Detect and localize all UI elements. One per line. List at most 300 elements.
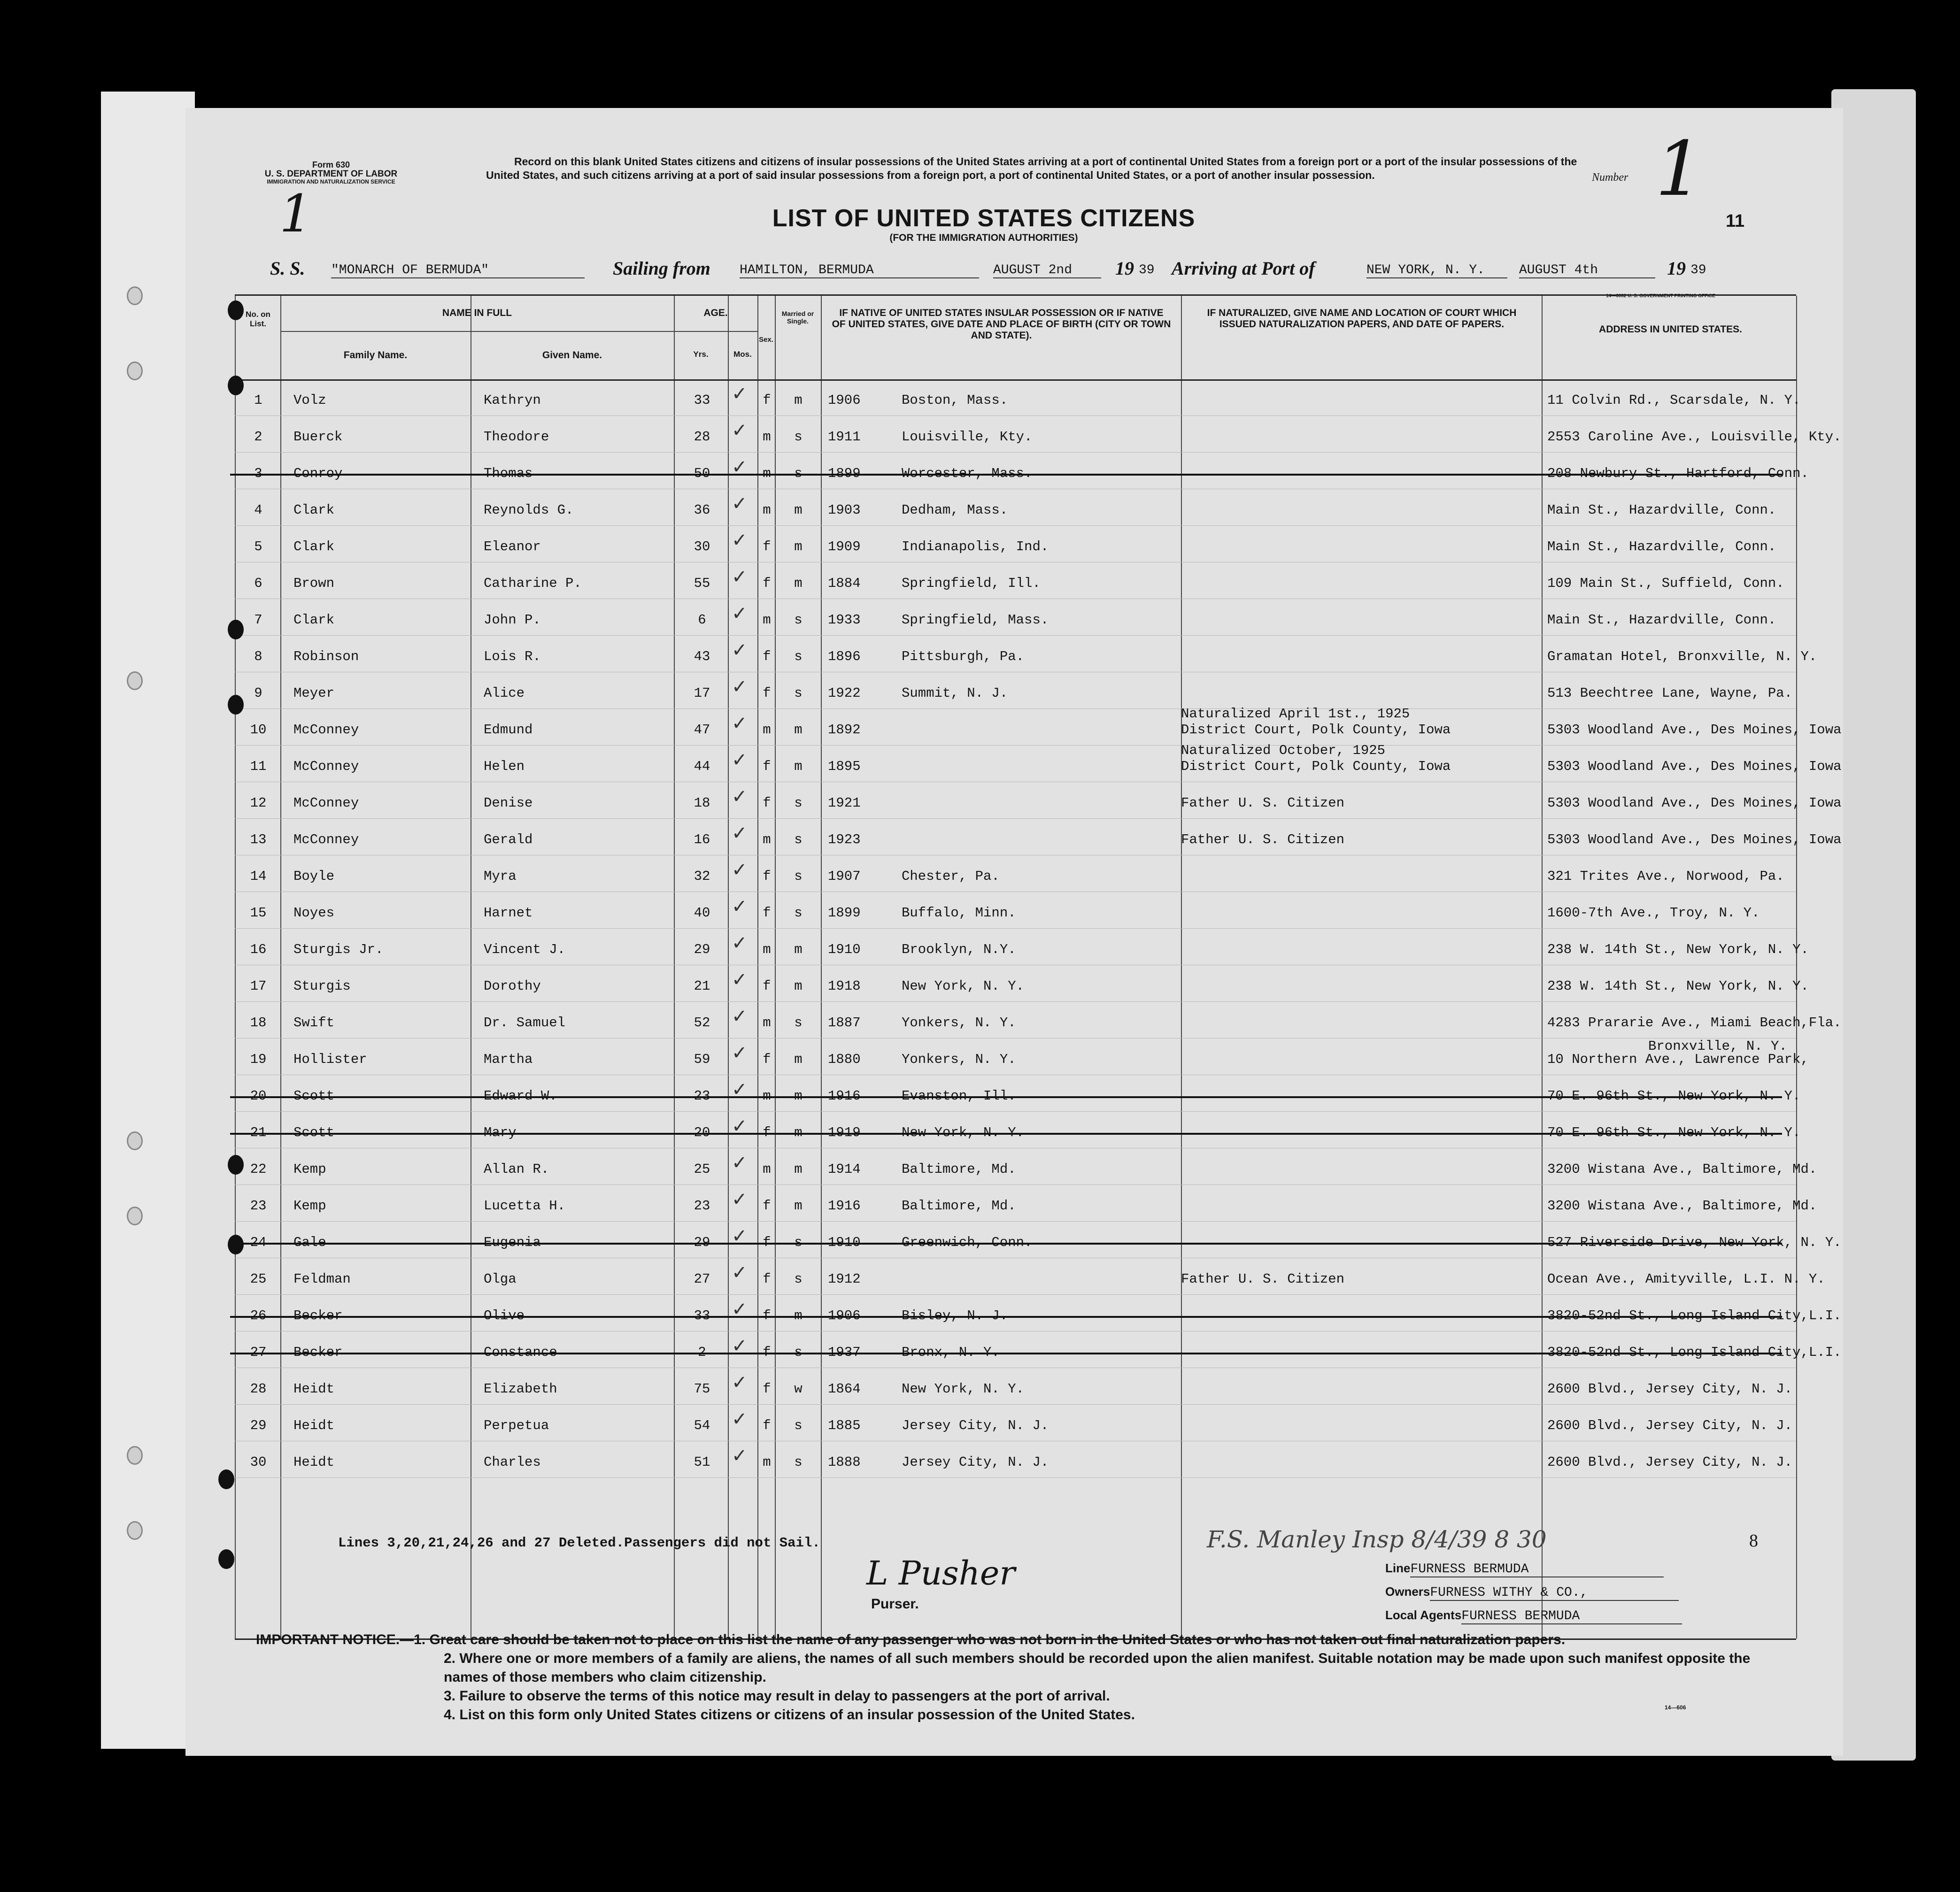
cell-place: Chester, Pa.	[902, 869, 1000, 884]
cell-year: 1919	[828, 1125, 861, 1140]
agents-label: Local Agents	[1385, 1608, 1462, 1622]
cell-no: 6	[254, 576, 262, 591]
underlying-sheet	[1831, 89, 1916, 1761]
cell-sex: f	[763, 1345, 771, 1360]
check-mark-icon: ✓	[732, 896, 748, 917]
cell-no: 15	[250, 905, 267, 921]
cell-sex: f	[763, 685, 771, 701]
cell-addr2: 5303 Woodland Ave., Des Moines, Iowa	[1547, 722, 1842, 738]
cell-ms: s	[794, 1454, 803, 1470]
cell-ms: s	[794, 1015, 803, 1031]
check-mark-icon: ✓	[732, 530, 748, 551]
cell-yrs: 18	[694, 795, 710, 811]
punch-hole	[218, 1549, 234, 1569]
cell-no: 17	[250, 978, 267, 994]
cell-yrs: 55	[694, 576, 710, 591]
line-value: FURNESS BERMUDA	[1410, 1562, 1664, 1577]
cell-no: 16	[250, 942, 267, 957]
cell-addr2: Ocean Ave., Amityville, L.I. N. Y.	[1547, 1271, 1825, 1287]
cell-yrs: 47	[694, 722, 710, 738]
cell-sex: m	[763, 1088, 771, 1104]
binder-hole	[127, 1521, 143, 1540]
form-service: IMMIGRATION AND NATURALIZATION SERVICE	[267, 178, 395, 185]
cell-addr2: 70 E. 96th St., New York, N. Y.	[1547, 1088, 1801, 1104]
cell-no: 13	[250, 832, 267, 847]
check-mark-icon: ✓	[732, 1335, 748, 1357]
cell-place: Bronx, N. Y.	[902, 1345, 1000, 1360]
cell-sex: f	[763, 1052, 771, 1067]
cell-no: 19	[250, 1052, 267, 1067]
notice-4: 4. List on this form only United States citizens or citizens of an insular possession of the United States.	[444, 1707, 1135, 1723]
check-mark-icon: ✓	[732, 420, 748, 441]
cell-sex: f	[763, 1235, 771, 1250]
cell-yrs: 33	[694, 392, 710, 408]
cell-no: 28	[250, 1381, 267, 1397]
cell-ms: s	[794, 1345, 803, 1360]
cell-addr2: 238 W. 14th St., New York, N. Y.	[1547, 978, 1809, 994]
table-row	[235, 672, 1796, 709]
cell-no: 30	[250, 1454, 267, 1470]
cell-given: Edmund	[484, 722, 533, 738]
footer-code: 14—606	[1665, 1704, 1686, 1711]
cell-sex: f	[763, 905, 771, 921]
owners-value: FURNESS WITHY & CO.,	[1430, 1585, 1679, 1601]
cell-sex: f	[763, 1381, 771, 1397]
cell-given: Thomas	[484, 466, 533, 481]
deleted-strike-line	[230, 1243, 1782, 1245]
cell-nat2: Father U. S. Citizen	[1181, 795, 1345, 811]
col-address: ADDRESS IN UNITED STATES.	[1599, 324, 1742, 335]
cell-family: Hollister	[293, 1052, 367, 1067]
deleted-strike-line	[230, 1133, 1782, 1135]
passenger-rows	[235, 379, 1842, 1520]
check-mark-icon: ✓	[732, 1372, 748, 1393]
cell-family: Becker	[293, 1308, 343, 1323]
cell-addr2: 208 Newbury St., Hartford, Conn.	[1547, 466, 1809, 481]
cell-no: 9	[254, 685, 262, 701]
cell-ms: s	[794, 685, 803, 701]
cell-given: Edward W.	[484, 1088, 557, 1104]
col-name-in-full: NAME IN FULL	[442, 308, 512, 318]
line-row	[1385, 1561, 1664, 1577]
cell-year: 1933	[828, 612, 861, 628]
cell-given: Lois R.	[484, 649, 541, 664]
cell-family: Clark	[293, 612, 335, 628]
cell-nat1: Naturalized October, 1925	[1181, 743, 1386, 758]
cell-place: Yonkers, N. Y.	[902, 1015, 1016, 1031]
check-mark-icon: ✓	[732, 383, 748, 405]
cell-place: Jersey City, N. J.	[902, 1454, 1049, 1470]
cell-addr2: 527 Riverside Drive, New York, N. Y.	[1547, 1235, 1842, 1250]
col-months: Mos.	[733, 350, 752, 359]
binder-hole	[127, 671, 143, 690]
cell-family: Heidt	[293, 1381, 335, 1397]
cell-addr2: Main St., Hazardville, Conn.	[1547, 612, 1776, 628]
check-mark-icon: ✓	[732, 1115, 748, 1137]
print-code: 14—6082 U. S. GOVERNMENT PRINTING OFFICE	[1606, 293, 1715, 299]
cell-given: Vincent J.	[484, 942, 566, 957]
cell-family: McConney	[293, 722, 359, 738]
cell-sex: f	[763, 1308, 771, 1323]
cell-given: Lucetta H.	[484, 1198, 566, 1214]
table-row	[235, 706, 1842, 746]
cell-given: Mary	[484, 1125, 517, 1140]
binder-hole	[127, 1446, 143, 1465]
cell-year: 1895	[828, 759, 861, 774]
cell-sex: m	[763, 612, 771, 628]
table-row	[235, 1185, 1817, 1222]
cell-sex: f	[763, 1198, 771, 1214]
punch-hole	[228, 620, 244, 639]
punch-hole	[218, 1469, 234, 1489]
cell-given: Reynolds G.	[484, 502, 574, 518]
cell-no: 22	[250, 1161, 267, 1177]
agents-value: FURNESS BERMUDA	[1461, 1609, 1682, 1624]
check-mark-icon: ✓	[732, 823, 748, 844]
line-label: Line	[1385, 1561, 1411, 1575]
check-mark-icon: ✓	[732, 1225, 748, 1247]
cell-place: New York, N. Y.	[902, 978, 1025, 994]
cell-place: New York, N. Y.	[902, 1125, 1025, 1140]
cell-ms: m	[794, 539, 803, 554]
cell-family: Becker	[293, 1345, 343, 1360]
cell-sex: f	[763, 978, 771, 994]
cell-ms: s	[794, 429, 803, 445]
binder-hole	[127, 361, 143, 380]
cell-year: 1880	[828, 1052, 861, 1067]
cell-given: Denise	[484, 795, 533, 811]
cell-place: Evanston, Ill.	[902, 1088, 1016, 1104]
cell-family: Scott	[293, 1088, 335, 1104]
cell-year: 1899	[828, 466, 861, 481]
form-number: Form 630	[312, 160, 350, 169]
table-row	[235, 1405, 1796, 1441]
col-married-single: Married or Single.	[781, 310, 814, 325]
owners-label: Owners	[1385, 1584, 1430, 1599]
number-value: 1	[1655, 125, 1703, 213]
check-mark-icon: ✓	[732, 932, 748, 954]
cell-addr2: Main St., Hazardville, Conn.	[1547, 539, 1776, 554]
cell-family: Noyes	[293, 905, 335, 921]
cell-given: Alice	[484, 685, 525, 701]
cell-place: Springfield, Ill.	[902, 576, 1041, 591]
cell-given: Gerald	[484, 832, 533, 847]
important-notice	[256, 1631, 1782, 1724]
cell-given: Helen	[484, 759, 525, 774]
cell-year: 1921	[828, 795, 861, 811]
table-row	[235, 526, 1796, 562]
cell-addr2: 513 Beechtree Lane, Wayne, Pa.	[1547, 685, 1793, 701]
table-row	[235, 1222, 1842, 1258]
check-mark-icon: ✓	[732, 676, 748, 698]
cell-given: Eugenia	[484, 1235, 541, 1250]
check-mark-icon: ✓	[732, 713, 748, 734]
check-mark-icon: ✓	[732, 1042, 748, 1064]
cell-no: 25	[250, 1271, 267, 1287]
sailing-date: AUGUST 2nd	[993, 263, 1101, 278]
check-mark-icon: ✓	[732, 969, 748, 991]
cell-no: 26	[250, 1308, 267, 1323]
cell-ms: m	[794, 1308, 803, 1323]
cell-addr2: 3200 Wistana Ave., Baltimore, Md.	[1547, 1161, 1817, 1177]
cell-yrs: 29	[694, 942, 710, 957]
cell-year: 1922	[828, 685, 861, 701]
cell-addr2: Gramatan Hotel, Bronxville, N. Y.	[1547, 649, 1817, 664]
cell-place: Greenwich, Conn.	[902, 1235, 1033, 1250]
cell-family: McConney	[293, 795, 359, 811]
deleted-strike-line	[230, 1353, 1782, 1354]
cell-addr2: 5303 Woodland Ave., Des Moines, Iowa	[1547, 759, 1842, 774]
cell-year: 1903	[828, 502, 861, 518]
cell-no: 4	[254, 502, 262, 518]
cell-yrs: 32	[694, 869, 710, 884]
table-row	[235, 1295, 1842, 1331]
cell-addr2: 70 E. 96th St., New York, N. Y.	[1547, 1125, 1801, 1140]
cell-ms: s	[794, 466, 803, 481]
cell-family: Heidt	[293, 1418, 335, 1433]
cell-ms: s	[794, 795, 803, 811]
cell-given: Harnet	[484, 905, 533, 921]
check-mark-icon: ✓	[732, 786, 748, 808]
cell-no: 12	[250, 795, 267, 811]
cell-sex: f	[763, 649, 771, 664]
cell-ms: s	[794, 832, 803, 847]
table-row	[235, 892, 1796, 929]
cell-no: 2	[254, 429, 262, 445]
cell-yrs: 33	[694, 1308, 710, 1323]
cell-addr2: 3200 Wistana Ave., Baltimore, Md.	[1547, 1198, 1817, 1214]
cell-no: 24	[250, 1235, 267, 1250]
manifest-form	[185, 108, 1843, 1756]
cell-sex: f	[763, 795, 771, 811]
col-given-name: Given Name.	[542, 350, 602, 361]
table-row	[235, 636, 1817, 672]
check-mark-icon: ✓	[732, 493, 748, 515]
table-row	[235, 1075, 1801, 1112]
table-row	[235, 453, 1809, 489]
col-family-name: Family Name.	[343, 350, 408, 361]
cell-yrs: 29	[694, 1235, 710, 1250]
table-row	[235, 1148, 1817, 1185]
check-mark-icon: ✓	[732, 749, 748, 771]
table-row	[235, 599, 1796, 636]
check-mark-icon: ✓	[732, 1408, 748, 1430]
punch-hole	[228, 300, 244, 320]
cell-sex: f	[763, 759, 771, 774]
cell-year: 1888	[828, 1454, 861, 1470]
cell-yrs: 50	[694, 466, 710, 481]
cell-place: Worcester, Mass.	[902, 466, 1033, 481]
cell-year: 1909	[828, 539, 861, 554]
col-native-birth: IF NATIVE OF UNITED STATES INSULAR POSSESSION OR IF NATIVE OF UNITED STATES, GIVE DATE AND PLACE OF BIRTH (CITY OR TOWN AND STATE).	[832, 308, 1171, 341]
cell-sex: m	[763, 466, 771, 481]
cell-year: 1864	[828, 1381, 861, 1397]
cell-addr2: 2600 Blvd., Jersey City, N. J.	[1547, 1454, 1793, 1470]
cell-ms: m	[794, 1088, 803, 1104]
cell-year: 1884	[828, 576, 861, 591]
cell-no: 10	[250, 722, 267, 738]
cell-ms: s	[794, 905, 803, 921]
check-mark-icon: ✓	[732, 1299, 748, 1320]
cell-family: Clark	[293, 539, 335, 554]
check-mark-icon: ✓	[732, 639, 748, 661]
cell-sex: m	[763, 1454, 771, 1470]
sailing-year: 39	[1139, 263, 1155, 277]
cell-family: Meyer	[293, 685, 335, 701]
cell-ms: s	[794, 1418, 803, 1433]
cell-family: Buerck	[293, 429, 343, 445]
cell-no: 5	[254, 539, 262, 554]
cell-yrs: 59	[694, 1052, 710, 1067]
cell-addr2: 238 W. 14th St., New York, N. Y.	[1547, 942, 1809, 957]
cell-given: Catharine P.	[484, 576, 582, 591]
check-mark-icon: ✓	[732, 1262, 748, 1284]
cell-sex: f	[763, 1271, 771, 1287]
cell-place: Bisley, N. J.	[902, 1308, 1008, 1323]
cell-year: 1911	[828, 429, 861, 445]
cell-addr2: 321 Trites Ave., Norwood, Pa.	[1547, 869, 1784, 884]
arrival-port: NEW YORK, N. Y.	[1366, 263, 1507, 278]
arriving-label: Arriving at Port of	[1172, 258, 1315, 279]
cell-yrs: 2	[698, 1345, 706, 1360]
cell-family: Clark	[293, 502, 335, 518]
cell-sex: f	[763, 576, 771, 591]
table-row	[235, 379, 1801, 416]
arrival-year-prefix: 19	[1667, 258, 1686, 279]
cell-year: 1937	[828, 1345, 861, 1360]
cell-yrs: 16	[694, 832, 710, 847]
cell-given: John P.	[484, 612, 541, 628]
cell-yrs: 54	[694, 1418, 710, 1433]
table-row	[235, 1038, 1809, 1075]
cell-no: 21	[250, 1125, 267, 1140]
purser-label: Purser.	[871, 1596, 919, 1612]
form-subtitle: (FOR THE IMMIGRATION AUTHORITIES)	[889, 232, 1078, 243]
binder-hole	[127, 1131, 143, 1150]
cell-place: Louisville, Kty.	[902, 429, 1033, 445]
cell-ms: s	[794, 1235, 803, 1250]
cell-ms: m	[794, 1052, 803, 1067]
cell-sex: f	[763, 1125, 771, 1140]
cell-family: Volz	[293, 392, 326, 408]
cell-place: Springfield, Mass.	[902, 612, 1049, 628]
cell-no: 11	[250, 759, 267, 774]
cell-sex: m	[763, 832, 771, 847]
cell-given: Martha	[484, 1052, 533, 1067]
cell-family: Kemp	[293, 1198, 326, 1214]
cell-ms: s	[794, 612, 803, 628]
cell-family: Feldman	[293, 1271, 351, 1287]
cell-no: 27	[250, 1345, 267, 1360]
arrival-date: AUGUST 4th	[1519, 263, 1655, 278]
cell-sex: f	[763, 869, 771, 884]
table-row	[235, 855, 1796, 892]
col-age: AGE.	[703, 308, 728, 318]
agents-row	[1385, 1608, 1682, 1624]
cell-family: Sturgis	[293, 978, 351, 994]
cell-place: Baltimore, Md.	[902, 1161, 1016, 1177]
cell-year: 1923	[828, 832, 861, 847]
punch-hole	[228, 1235, 244, 1254]
cell-year: 1910	[828, 942, 861, 957]
cell-family: Boyle	[293, 869, 335, 884]
cell-no: 7	[254, 612, 262, 628]
cell-given: Eleanor	[484, 539, 541, 554]
check-mark-icon: ✓	[732, 1152, 748, 1174]
cell-year: 1892	[828, 722, 861, 738]
cell-year: 1918	[828, 978, 861, 994]
binder-hole	[127, 1207, 143, 1225]
form-id-block	[242, 161, 420, 185]
cell-ms: m	[794, 502, 803, 518]
cell-sex: f	[763, 392, 771, 408]
cell-sex: f	[763, 539, 771, 554]
cell-no: 8	[254, 649, 262, 664]
deleted-strike-line	[230, 474, 1782, 476]
cell-yrs: 75	[694, 1381, 710, 1397]
cell-given: Dorothy	[484, 978, 541, 994]
table-row	[235, 1112, 1801, 1148]
deleted-lines-note: Lines 3,20,21,24,26 and 27 Deleted.Passengers did not Sail.	[338, 1535, 820, 1551]
cell-yrs: 25	[694, 1161, 710, 1177]
cell-ms: m	[794, 722, 803, 738]
check-mark-icon: ✓	[732, 456, 748, 478]
ship-name: "MONARCH OF BERMUDA"	[331, 263, 585, 278]
cell-no: 14	[250, 869, 267, 884]
cell-no: 3	[254, 466, 262, 481]
cell-given: Elizabeth	[484, 1381, 557, 1397]
table-row	[235, 1258, 1825, 1295]
table-row	[235, 929, 1809, 965]
table-row	[235, 782, 1842, 819]
cell-addr2: 2553 Caroline Ave., Louisville, Kty.	[1547, 429, 1842, 445]
cell-addr2: 5303 Woodland Ave., Des Moines, Iowa	[1547, 832, 1842, 847]
cell-place: Buffalo, Minn.	[902, 905, 1016, 921]
cell-sex: m	[763, 1015, 771, 1031]
cell-family: Scott	[293, 1125, 335, 1140]
list-mark: 1	[279, 184, 312, 244]
cell-yrs: 30	[694, 539, 710, 554]
cell-sex: m	[763, 1161, 771, 1177]
cell-given: Olga	[484, 1271, 517, 1287]
cell-yrs: 23	[694, 1088, 710, 1104]
punch-hole	[228, 695, 244, 715]
notice-heading: IMPORTANT NOTICE.	[256, 1632, 400, 1647]
cell-yrs: 52	[694, 1015, 710, 1031]
cell-year: 1906	[828, 1308, 861, 1323]
cell-year: 1916	[828, 1088, 861, 1104]
cell-sex: f	[763, 1418, 771, 1433]
cell-yrs: 51	[694, 1454, 710, 1470]
check-mark-icon: ✓	[732, 1445, 748, 1467]
cell-place: Baltimore, Md.	[902, 1198, 1016, 1214]
sailing-label: Sailing from	[613, 258, 710, 279]
arrival-year: 39	[1690, 263, 1706, 277]
cell-year: 1914	[828, 1161, 861, 1177]
table-row	[235, 489, 1796, 526]
sailing-year-prefix: 19	[1115, 258, 1134, 279]
cell-ms: s	[794, 869, 803, 884]
cell-year: 1887	[828, 1015, 861, 1031]
cell-family: McConney	[293, 759, 359, 774]
table-row	[235, 1002, 1842, 1038]
check-mark-icon: ✓	[732, 859, 748, 881]
cell-nat2: District Court, Polk County, Iowa	[1181, 722, 1451, 738]
check-mark-icon: ✓	[732, 603, 748, 624]
table-row	[235, 562, 1796, 599]
table-row	[235, 965, 1809, 1002]
binder-hole	[127, 286, 143, 305]
